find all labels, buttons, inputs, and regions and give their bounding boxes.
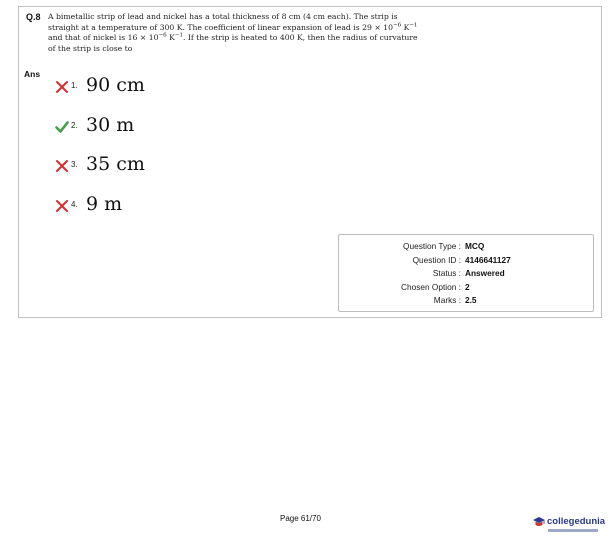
answer-label: Ans bbox=[24, 69, 41, 79]
page-number: Page 61/70 bbox=[280, 514, 321, 523]
logo-text: collegedunia bbox=[547, 516, 606, 527]
option-text: 30 m bbox=[86, 114, 135, 136]
collegedunia-logo bbox=[532, 515, 604, 539]
question-type-row bbox=[339, 241, 595, 253]
status-row bbox=[339, 268, 595, 280]
question-type-label: Question Type : bbox=[403, 241, 461, 251]
wrong-cross-icon bbox=[55, 80, 69, 94]
question-number: Q.8 bbox=[26, 12, 41, 22]
option-text: 35 cm bbox=[86, 153, 145, 175]
graduation-cap-icon bbox=[532, 515, 546, 529]
logo-tagline-bar bbox=[548, 529, 598, 532]
marks-row bbox=[339, 295, 595, 307]
wrong-cross-icon bbox=[55, 199, 69, 213]
option-number: 3. bbox=[71, 160, 78, 169]
marks-value: 2.5 bbox=[465, 295, 477, 305]
correct-check-icon bbox=[55, 120, 69, 134]
chosen-option-row bbox=[339, 282, 595, 294]
question-id-label: Question ID : bbox=[412, 255, 461, 265]
status-label: Status : bbox=[432, 268, 461, 278]
question-id-value: 4146641127 bbox=[465, 255, 511, 265]
option-number: 1. bbox=[71, 81, 78, 90]
status-value: Answered bbox=[465, 268, 505, 278]
chosen-option-value: 2 bbox=[465, 282, 470, 292]
status-box bbox=[338, 234, 594, 312]
question-text: A bimetallic strip of lead and nickel has a total thickness of 8 cm (4 cm each). The strip is straight at a temperature of 300 K. The coefficient of linear expansion of lead is $29 \times 10^{-6}$ $K^{-1}$ and that of nickel is $16 \times 10^{-6}$ $K^{-1}$. If the strip is heated to 400 K, then the radius of curvature of the strip is close to bbox=[48, 12, 418, 53]
option-text: 90 cm bbox=[86, 74, 145, 96]
chosen-option-label: Chosen Option : bbox=[401, 282, 461, 292]
option-number: 4. bbox=[71, 200, 78, 209]
option-text: 9 m bbox=[86, 193, 123, 215]
marks-label: Marks : bbox=[433, 295, 461, 305]
question-type-value: MCQ bbox=[465, 241, 485, 251]
wrong-cross-icon bbox=[55, 159, 69, 173]
question-id-row bbox=[339, 255, 595, 267]
option-number: 2. bbox=[71, 121, 78, 130]
